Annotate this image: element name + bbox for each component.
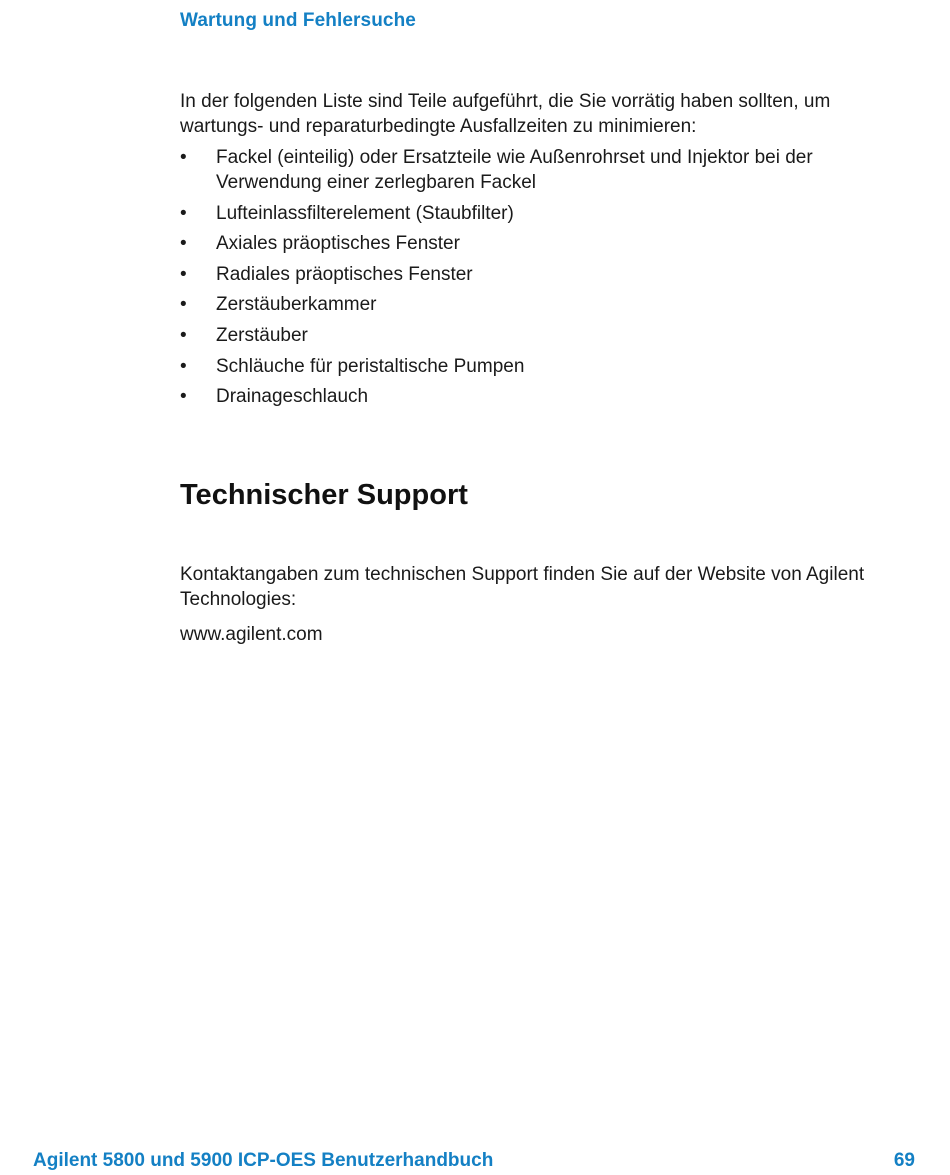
bullet-icon: •: [180, 233, 187, 255]
list-item: [180, 384, 910, 409]
bullet-icon: •: [180, 202, 187, 224]
list-item: [180, 201, 910, 226]
list-item: [180, 323, 910, 348]
running-header: Wartung und Fehlersuche: [180, 10, 416, 31]
list-item: [180, 262, 910, 287]
bullet-icon: •: [180, 324, 187, 346]
list-item-text: Radiales präoptisches Fenster: [216, 263, 473, 285]
list-item-text: Drainageschlauch: [216, 386, 369, 408]
website-link[interactable]: www.agilent.com: [180, 624, 323, 645]
list-item: [180, 145, 910, 195]
page-number: 69: [893, 1150, 915, 1171]
section-heading: Technischer Support: [180, 479, 468, 511]
list-item-text: Fackel (einteilig) oder Ersatzteile wie Außenrohrset und Injektor bei der Verwendung einer zerlegbaren Fackel: [216, 147, 813, 193]
bullet-icon: •: [180, 386, 187, 408]
parts-section: [180, 89, 910, 415]
support-paragraph: Kontaktangaben zum technischen Support finden Sie auf der Website von Agilent Technologies:: [180, 564, 865, 610]
bullet-icon: •: [180, 355, 187, 377]
bullet-icon: •: [180, 263, 187, 285]
bullet-icon: •: [180, 147, 187, 168]
bullet-icon: •: [180, 294, 187, 316]
parts-list: [180, 145, 910, 409]
list-item: [180, 354, 910, 379]
list-item-text: Zerstäuber: [216, 324, 308, 346]
list-item-text: Zerstäuberkammer: [216, 294, 377, 316]
list-item-text: Axiales präoptisches Fenster: [216, 233, 460, 255]
list-item-text: Lufteinlassfilterelement (Staubfilter): [216, 202, 514, 224]
list-item-text: Schläuche für peristaltische Pumpen: [216, 355, 525, 377]
list-item: [180, 231, 910, 256]
intro-paragraph: In der folgenden Liste sind Teile aufgeführt, die Sie vorrätig haben sollten, um wartungs- und reparaturbedingte Ausfallzeiten zu minimieren:: [180, 91, 831, 137]
footer-document-title: Agilent 5800 und 5900 ICP-OES Benutzerhandbuch: [33, 1150, 494, 1171]
list-item: [180, 292, 910, 317]
